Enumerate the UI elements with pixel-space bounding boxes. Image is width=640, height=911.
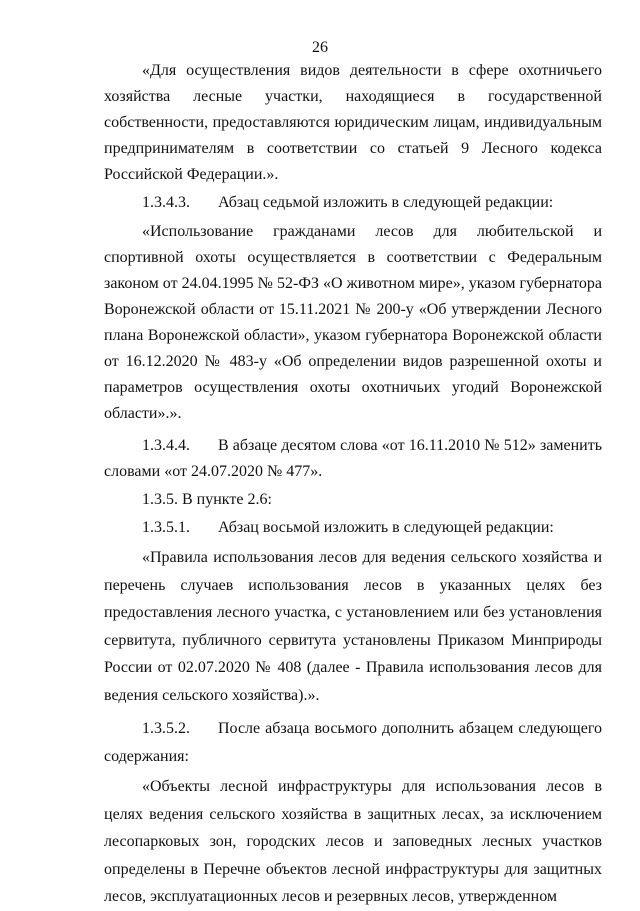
paragraph-1-3-5-1 xyxy=(104,515,602,541)
paragraph-number: 1.3.5.2. xyxy=(142,720,190,737)
paragraph-number: 1.3.5.1. xyxy=(142,519,190,536)
paragraph-1-3-5: 1.3.5. В пункте 2.6: xyxy=(142,491,272,508)
paragraph-quote-hunting-lease: «Для осуществления видов деятельности в сфере охотничьего хозяйства лесные участки, находящиеся в государственной собственности, предоставляются юридическим лицам, индивидуальным предпринимателям в соответствии со статьей 9 Лесного кодекса Российской Федерации.». xyxy=(104,62,602,183)
paragraph-number: 1.3.4.3. xyxy=(142,194,190,211)
paragraph-text: Абзац восьмой изложить в следующей редакции: xyxy=(218,519,554,536)
page-body xyxy=(104,58,602,911)
paragraph-number: 1.3.4.4. xyxy=(142,437,190,454)
paragraph-text: После абзаца восьмого дополнить абзацем следующего содержания: xyxy=(104,720,602,765)
paragraph-1-3-5-2 xyxy=(104,715,602,770)
page-number: 26 xyxy=(312,39,328,56)
paragraph-quote-hunting-use: «Использование гражданами лесов для любительской и спортивной охоты осуществляется в соответствии с Федеральным законом от 24.04.1995 № 52-ФЗ «О животном мире», указом губернатора Воронежской области от 15.11.2021 № 200-у «Об утверждении Лесного плана Воронежской области», указом губернатора Воронежской области от 16.12.2020 № 483-у «Об определении видов разрешенной охоты и параметров осуществления охоты охотничьих угодий Воронежской области».». xyxy=(104,223,602,422)
paragraph-1-3-4-4 xyxy=(104,433,602,485)
paragraph-text: В абзаце десятом слова «от 16.11.2010 № 512» заменить словами «от 24.07.2020 № 477». xyxy=(104,437,602,480)
paragraph-quote-forest-infrastructure: «Объекты лесной инфраструктуры для использования лесов в целях ведения сельского хозяйства в защитных лесах, за исключением лесопарковых зон, городских лесов и заповедных лесных участков определены в Перечне объектов лесной инфраструктуры для защитных лесов, эксплуатационных лесов и резервных лесов, утвержденном xyxy=(104,778,602,905)
paragraph-text: Абзац седьмой изложить в следующей редакции: xyxy=(218,194,554,211)
paragraph-quote-agriculture-rules: «Правила использования лесов для ведения сельского хозяйства и перечень случаев использования лесов в указанных целях без предоставления лесного участка, с установлением или без установления сервитута, публичного сервитута установлены Приказом Минприроды России от 02.07.2020 № 408 (далее - Правила использования лесов для ведения сельского хозяйства).». xyxy=(104,549,602,704)
paragraph-1-3-4-3 xyxy=(104,190,602,216)
